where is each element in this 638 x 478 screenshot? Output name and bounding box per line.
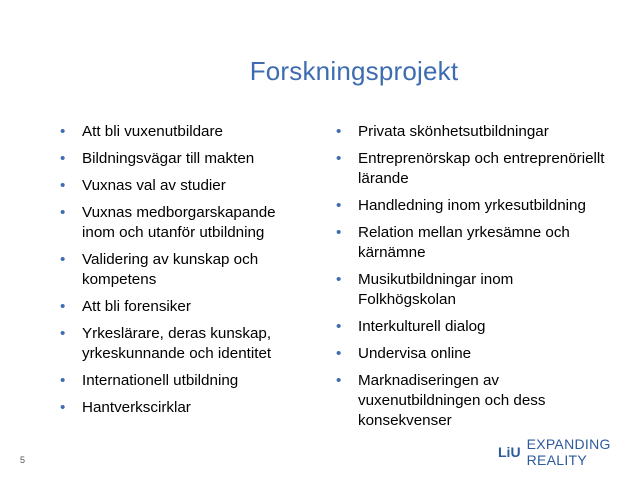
bullet-text: Marknadiseringen av vuxenutbildningen och dess konsekvenser [358, 372, 546, 429]
left-bullet-list [60, 122, 310, 425]
bullet-icon: • [336, 372, 342, 389]
liu-logo [498, 436, 638, 468]
bullet-text: Bildningsvägar till makten [82, 150, 255, 167]
bullet-text: Vuxnas val av studier [82, 177, 226, 194]
liu-logo-tagline: EXPANDING REALITY [526, 436, 611, 468]
bullet-text: Undervisa online [358, 345, 472, 362]
bullet-item [336, 223, 606, 263]
bullet-icon: • [60, 325, 66, 342]
bullet-icon: • [60, 177, 66, 194]
bullet-icon: • [60, 150, 66, 167]
bullet-text: Vuxnas medborgarskapande inom och utanför utbildning [82, 204, 276, 241]
liu-logo-mark: LiU [498, 444, 521, 460]
bullet-item [60, 324, 310, 364]
bullet-icon: • [60, 204, 66, 221]
bullet-text: Handledning inom yrkesutbildning [358, 197, 586, 214]
bullet-item [60, 398, 310, 418]
bullet-item [60, 149, 310, 169]
bullet-item [336, 344, 606, 364]
bullet-item [60, 371, 310, 391]
bullet-text: Internationell utbildning [82, 372, 239, 389]
slide-title: Forskningsprojekt [249, 56, 459, 86]
bullet-icon: • [336, 345, 342, 362]
bullet-text: Privata skönhetsutbildningar [358, 123, 549, 140]
bullet-text: Validering av kunskap och kompetens [82, 251, 259, 288]
bullet-item [60, 122, 310, 142]
bullet-text: Yrkeslärare, deras kunskap, yrkeskunnande och identitet [82, 325, 272, 362]
bullet-text: Interkulturell dialog [358, 318, 486, 335]
bullet-icon: • [336, 123, 342, 140]
bullet-icon: • [336, 271, 342, 288]
bullet-icon: • [336, 224, 342, 241]
bullet-item [60, 203, 310, 243]
bullet-text: Musikutbildningar inom Folkhögskolan [358, 271, 514, 308]
bullet-item [336, 122, 606, 142]
page-number: 5 [20, 455, 26, 465]
bullet-icon: • [60, 123, 66, 140]
bullet-item [336, 317, 606, 337]
bullet-icon: • [336, 318, 342, 335]
bullet-item [60, 176, 310, 196]
bullet-item [336, 196, 606, 216]
bullet-text: Att bli vuxenutbildare [82, 123, 223, 140]
bullet-icon: • [336, 150, 342, 167]
bullet-item [336, 371, 606, 431]
bullet-text: Att bli forensiker [82, 298, 191, 315]
bullet-text: Entreprenörskap och entreprenöriellt lärande [358, 150, 605, 187]
bullet-item [336, 270, 606, 310]
bullet-item [60, 250, 310, 290]
bullet-item [336, 149, 606, 189]
bullet-icon: • [60, 399, 66, 416]
bullet-icon: • [60, 251, 66, 268]
bullet-icon: • [60, 298, 66, 315]
bullet-item [60, 297, 310, 317]
bullet-text: Relation mellan yrkesämne och kärnämne [358, 224, 570, 261]
bullet-icon: • [60, 372, 66, 389]
bullet-text: Hantverkscirklar [82, 399, 191, 416]
right-bullet-list [336, 122, 606, 438]
bullet-icon: • [336, 197, 342, 214]
